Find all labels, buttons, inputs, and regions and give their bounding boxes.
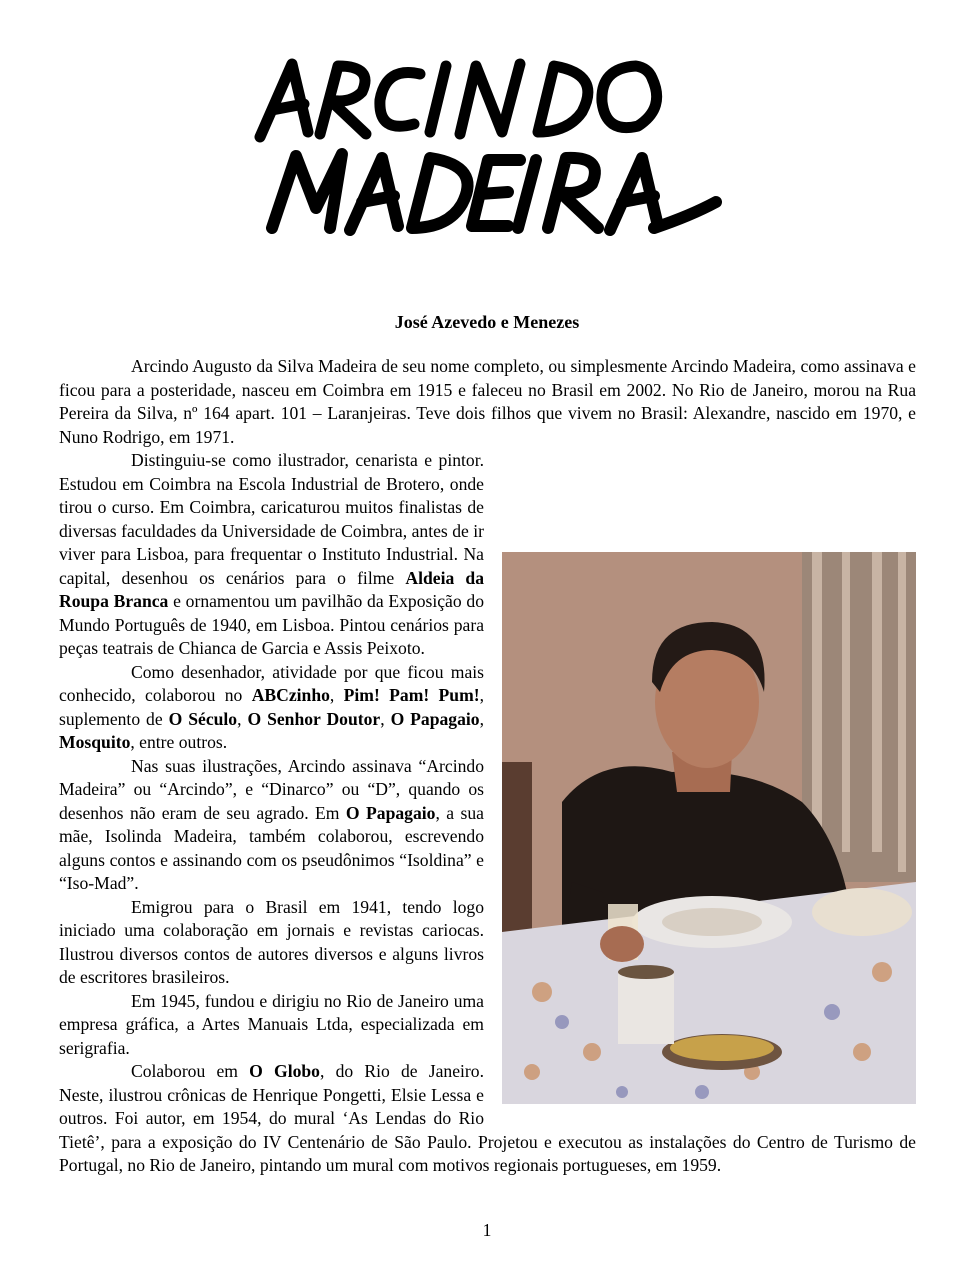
pub-o-senhor-doutor: O Senhor Doutor xyxy=(247,708,381,729)
paragraph-2-text-1: Distinguiu-se como ilustrador, cenarista e pintor. Estudou em Coimbra na Escola Industrial de Brotero, onde tirou o curso. Em Coimbra, caricaturou muitos finalistas de diversas faculdades da Universidade de Coimbra, antes de ir viver para Lisboa, para frequentar o Instituto Industrial. Na capital, desenhou os cenários para o filme xyxy=(59,450,484,588)
paragraph-5: Emigrou para o Brasil em 1941, tendo logo iniciado uma colaboração em jornais e revistas cariocas. Ilustrou diversos contos de autores diversos e alguns livros de escritores brasileiros. xyxy=(59,896,484,987)
author-name: José Azevedo e Menezes xyxy=(394,312,580,332)
film-title-aldeia: Aldeia da Roupa Branca xyxy=(59,567,484,611)
paragraph-7-text-1: Colaborou em xyxy=(131,1061,250,1081)
pub-o-papagaio-2: O Papagaio xyxy=(345,802,436,823)
pub-abczinho: ABCzinho xyxy=(251,685,330,705)
paragraph-1: Arcindo Augusto da Silva Madeira de seu nome completo, ou simplesmente Arcindo Madeira, como assinava e ficou para a posteridade, nasceu em Coimbra em 1915 e faleceu no Brasil em 2002. No Rio de Janeiro, morou na Rua Pereira da Silva, nº 164 apart. 101 – Laranjeiras. Teve dois filhos que vivem no Brasil: Alexandre, nascido em 1970, e Nuno Rodrigo, em 1971. xyxy=(59,356,916,447)
paragraph-3-text-1: Como desenhador, atividade por que ficou mais conhecido, colaborou no xyxy=(59,661,484,705)
article-body xyxy=(59,355,916,1178)
pub-o-papagaio: O Papagaio xyxy=(390,708,480,729)
pub-o-globo: O Globo xyxy=(249,1061,320,1081)
pub-mosquito: Mosquito xyxy=(59,732,131,752)
portrait-photo xyxy=(502,552,916,1104)
paragraph-2-text-2: e ornamentou um pavilhão da Exposição do Mundo Português de 1940, em Lisboa. Pintou cenários para peças teatrais de Chianca de Garcia e Assis Peixoto. xyxy=(59,591,485,658)
pub-pim-pam-pum: Pim! Pam! Pum! xyxy=(343,685,480,705)
paragraph-3-text-6: , xyxy=(479,708,484,729)
paragraph-6: Em 1945, fundou e dirigiu no Rio de Janeiro uma empresa gráfica, a Artes Manuais Ltda, especializada em serigrafia. xyxy=(59,990,484,1058)
paragraph-4-text-2: , a sua mãe, Isolinda Madeira, também colaborou, escrevendo alguns contos e assinando com os pseudônimos “Isoldina” e “Iso-Mad”. xyxy=(59,802,484,893)
page-number: 1 xyxy=(482,1220,492,1240)
paragraph-3-text-3: , suplemento de xyxy=(59,685,485,729)
signature-logo-icon xyxy=(250,52,730,252)
pub-o-seculo: O Século xyxy=(168,708,238,729)
paragraph-3-text-4: , xyxy=(237,708,248,729)
paragraph-3-text-5: , xyxy=(380,708,391,729)
paragraph-3-text-7: , entre outros. xyxy=(130,732,228,752)
portrait-photo-icon xyxy=(502,552,916,1104)
signature-logo xyxy=(250,52,730,252)
paragraph-7-text-2: , do Rio de Janeiro. Neste, ilustrou crônicas de Henrique Pongetti, Elsie Lessa e outros. Foi autor, em 1954, do mural ‘As Lendas do Rio Tietê’, para a exposição do IV Centenário de São Paulo. Projetou e executou as instalações do Centro de Turismo de Portugal, no Rio de Janeiro, pintando um mural com motivos regionais portugueses, em 1959. xyxy=(59,1061,916,1175)
paragraph-4-text-1: Nas suas ilustrações, Arcindo assinava “Arcindo Madeira” ou “Arcindo”, e “Dinarco” ou “D”, quando os desenhos não eram de seu agrado. Em xyxy=(59,755,484,823)
paragraph-3-text-2: , xyxy=(329,685,344,705)
